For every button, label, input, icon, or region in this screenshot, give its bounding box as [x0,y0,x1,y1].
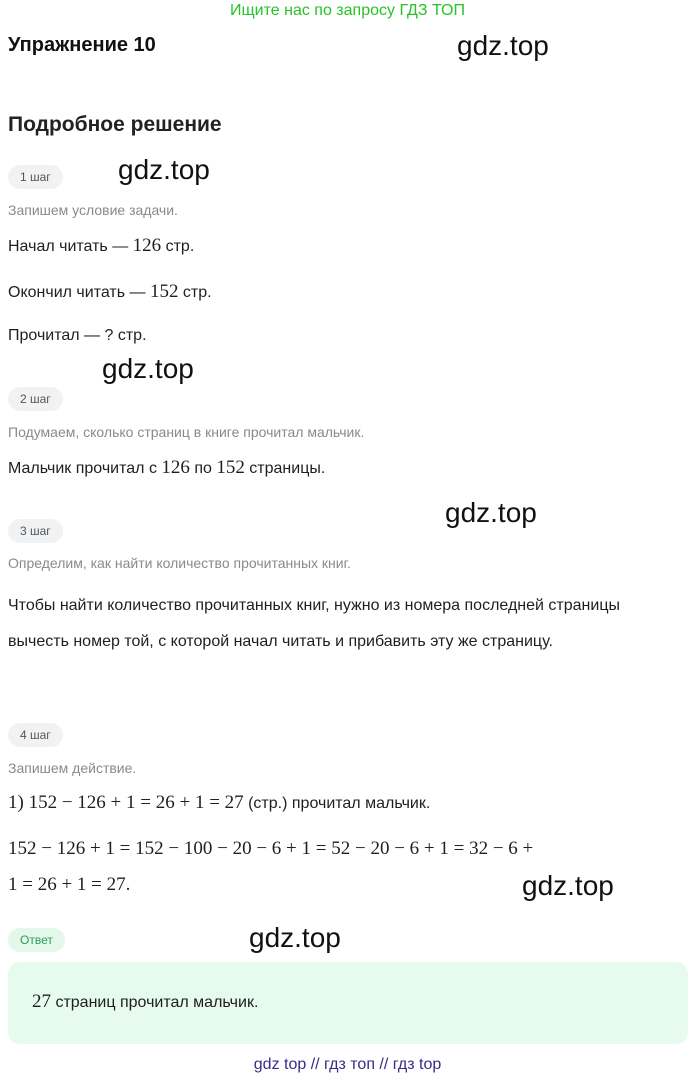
answer-chip: Ответ [8,928,65,952]
step-2-chip: 2 шаг [8,387,63,411]
step-4-hint: Запишем действие. [8,760,137,776]
step-4-action: 1) 152 − 126 + 1 = 26 + 1 = 27 (стр.) прочитал мальчик. [8,792,431,813]
step-3-chip: 3 шаг [8,519,63,543]
watermark: gdz.top [118,154,210,185]
step-4-calc-line-1: 152 − 126 + 1 = 152 − 100 − 20 − 6 + 1 = 52 − 20 − 6 + 1 = 32 − 6 + [8,838,534,859]
step-4-chip: 4 шаг [8,723,63,747]
watermark: gdz.top [522,870,614,901]
step-3-text: Чтобы найти количество прочитанных книг, нужно из номера последней страницы вычесть номер той, с которой начал читать и прибавить эту же страницу. [8,597,620,650]
watermark: gdz.top [102,353,194,384]
step-1-line-3: Прочитал — ? стр. [8,327,147,344]
section-title: Подробное решение [8,113,222,136]
watermark: gdz.top [457,30,549,61]
step-3-hint: Определим, как найти количество прочитанных книг. [8,555,351,571]
watermark: gdz.top [445,497,537,528]
answer-text: 27 страниц прочитал мальчик. [32,991,259,1012]
step-1-chip: 1 шаг [8,165,63,189]
step-1-hint: Запишем условие задачи. [8,202,178,218]
step-1-line-1: Начал читать — 126 стр. [8,235,195,256]
step-1-line-2: Окончил читать — 152 стр. [8,281,212,302]
step-2-line: Мальчик прочитал с 126 по 152 страницы. [8,457,326,478]
page-title: Упражнение 10 [8,34,156,56]
top-banner: Ищите нас по запросу ГДЗ ТОП [230,2,465,19]
watermark: gdz.top [249,922,341,953]
step-4-calc-line-2: 1 = 26 + 1 = 27. [8,874,131,895]
step-2-hint: Подумаем, сколько страниц в книге прочитал мальчик. [8,424,365,440]
footer-links: gdz top // гдз топ // гдз top [253,1056,442,1073]
